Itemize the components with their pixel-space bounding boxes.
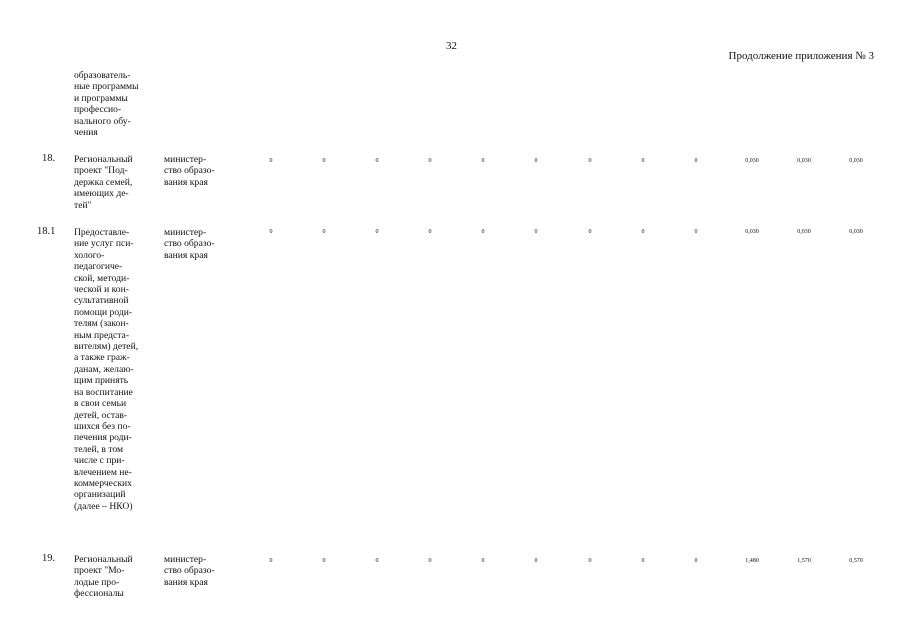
value-cell: 0,030	[797, 229, 811, 235]
value-cell: 0	[534, 558, 538, 564]
continuation-label: Продолжение приложения № 3	[728, 50, 874, 62]
text-line: вания края	[164, 249, 208, 261]
text-line: телей, в том	[74, 443, 124, 455]
value-cell: 0	[641, 558, 645, 564]
value-cell: 0	[428, 229, 432, 235]
value-cell: 0	[588, 229, 592, 235]
text-line: Региональный	[74, 554, 133, 565]
value-cell: 0	[322, 558, 326, 564]
value-cell: 0	[269, 158, 273, 164]
text-line: проект "Мо-	[74, 565, 125, 577]
value-cell: 0	[641, 229, 645, 235]
value-cell: 0,030	[797, 158, 811, 164]
text-line: телям (закон-	[74, 318, 129, 330]
text-line: имеющих де-	[74, 188, 129, 200]
page-number: 32	[446, 40, 457, 52]
text-line: вителям) детей,	[74, 341, 139, 353]
text-line: и программы	[74, 92, 128, 104]
value-cell: 0	[269, 558, 273, 564]
text-line: лодые про-	[74, 576, 120, 588]
text-line: ство образо-	[164, 565, 215, 577]
text-line: ные программы	[74, 81, 139, 93]
value-cell: 0	[694, 158, 698, 164]
value-cell: 0	[641, 158, 645, 164]
text-line: организаций	[74, 489, 126, 501]
text-line: нального обу-	[74, 115, 131, 127]
row-name	[74, 227, 138, 512]
text-line: чения	[74, 127, 98, 139]
value-cell: 0,570	[849, 558, 863, 564]
text-line: числе с при-	[74, 455, 125, 467]
value-cell: 0,030	[745, 229, 759, 235]
text-line: (далее – НКО)	[74, 500, 133, 512]
top-fragment	[74, 70, 139, 138]
value-cell: 0,030	[849, 229, 863, 235]
text-line: коммерческих	[74, 477, 132, 489]
row-number: 19.	[42, 553, 56, 564]
row-values	[0, 158, 905, 172]
text-line: ской, методи-	[74, 272, 130, 284]
text-line: сультативной	[74, 295, 129, 307]
value-cell: 0	[534, 229, 538, 235]
text-line: в свои семьи	[74, 398, 127, 410]
text-line: Предоставле-	[74, 227, 130, 238]
value-cell: 0	[694, 229, 698, 235]
text-line: помощи роди-	[74, 306, 133, 318]
value-cell: 0	[269, 229, 273, 235]
text-line: ным предста-	[74, 329, 130, 341]
text-line: печения роди-	[74, 432, 132, 444]
value-cell: 1,480	[745, 558, 759, 564]
text-line: а также граж-	[74, 352, 130, 364]
value-cell: 0	[481, 558, 485, 564]
text-line: министер-	[164, 227, 207, 238]
value-cell: 0	[481, 229, 485, 235]
text-line: фессионалы	[74, 588, 124, 600]
value-cell: 0	[428, 558, 432, 564]
row-values	[0, 229, 905, 243]
text-line: детей, остав-	[74, 409, 128, 421]
text-line: вания края	[164, 576, 208, 588]
text-line: педагогиче-	[74, 261, 123, 273]
text-line: тей"	[74, 199, 92, 211]
value-cell: 0	[588, 158, 592, 164]
value-cell: 0,030	[745, 158, 759, 164]
text-line: министер-	[164, 554, 207, 565]
row-values	[0, 558, 905, 572]
value-cell: 0	[428, 158, 432, 164]
value-cell: 0	[588, 558, 592, 564]
value-cell: 0	[694, 558, 698, 564]
text-line: проект "Под-	[74, 165, 128, 177]
text-line: ние услуг пси-	[74, 238, 134, 250]
value-cell: 0	[375, 229, 379, 235]
value-cell: 0	[322, 158, 326, 164]
text-line: образователь-	[74, 70, 131, 81]
value-cell: 0	[375, 558, 379, 564]
text-line: щим принять	[74, 375, 129, 387]
value-cell: 1,570	[797, 558, 811, 564]
row-number: 18.	[42, 153, 56, 164]
text-line: вания края	[164, 176, 208, 188]
text-line: ство образо-	[164, 238, 215, 250]
text-line: влечением не-	[74, 466, 132, 478]
text-line: держка семей,	[74, 176, 133, 188]
text-line: на воспитание	[74, 386, 133, 398]
text-line: холого-	[74, 249, 105, 261]
text-line: министер-	[164, 154, 207, 165]
text-line: шихся без по-	[74, 420, 131, 432]
row-number: 18.1	[37, 226, 56, 237]
value-cell: 0,030	[849, 158, 863, 164]
text-line: ство образо-	[164, 165, 215, 177]
value-cell: 0	[375, 158, 379, 164]
value-cell: 0	[481, 158, 485, 164]
value-cell: 0	[534, 158, 538, 164]
value-cell: 0	[322, 229, 326, 235]
text-line: данам, желаю-	[74, 363, 134, 375]
text-line: профессио-	[74, 104, 122, 116]
text-line: Региональный	[74, 154, 133, 165]
text-line: ческой и кон-	[74, 284, 129, 296]
